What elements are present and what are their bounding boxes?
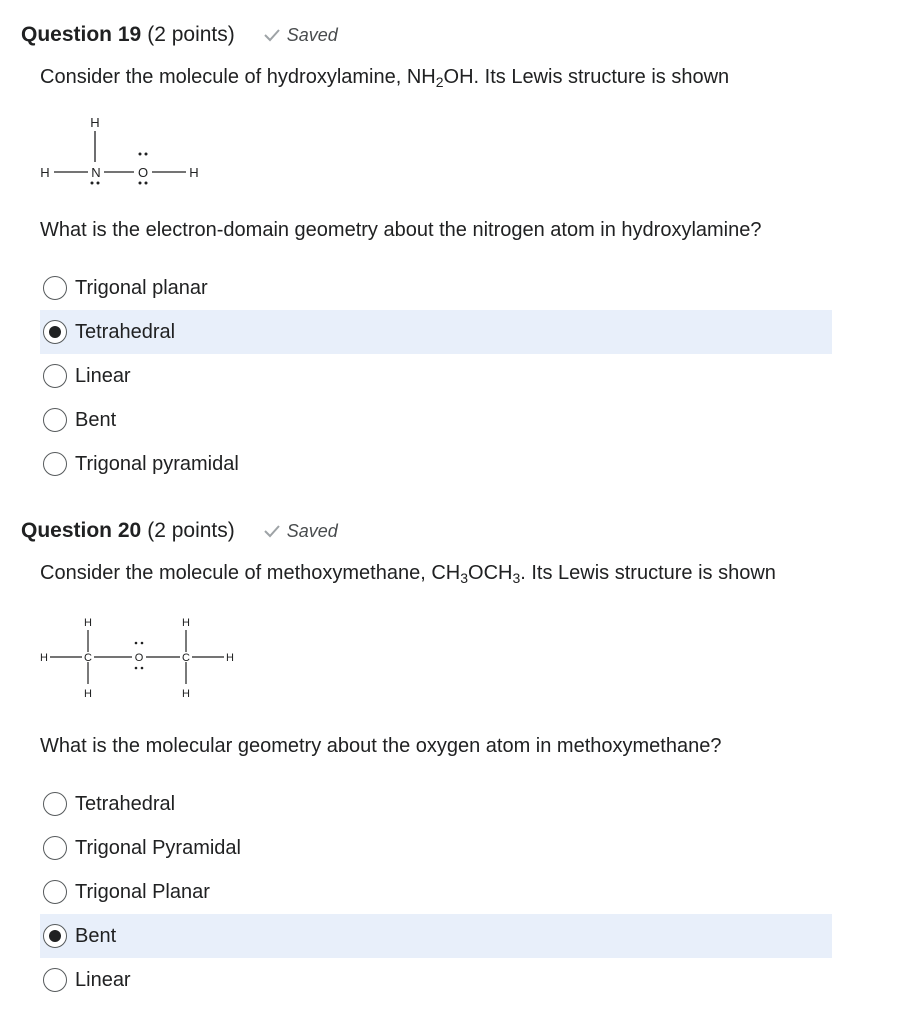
atom-label: O <box>134 652 144 664</box>
atom-label: N <box>91 165 101 180</box>
prompt-text: Consider the molecule of hydroxylamine, NH <box>40 66 436 88</box>
lone-pair-dot <box>145 153 148 156</box>
option-trigonal-pyramidal[interactable] <box>40 442 832 486</box>
radio-button[interactable] <box>43 320 67 344</box>
radio-button[interactable] <box>43 276 67 300</box>
lone-pair-dot <box>139 182 142 185</box>
option-label: Trigonal Planar <box>75 880 210 903</box>
question-header <box>21 516 338 546</box>
prompt-subscript: 3 <box>460 570 469 586</box>
lone-pair-dot <box>141 667 144 670</box>
saved-label: Saved <box>286 520 338 541</box>
option-label: Linear <box>75 364 131 387</box>
option-linear[interactable] <box>40 958 832 1002</box>
prompt-text-end: OH. Its Lewis structure is shown <box>443 66 730 88</box>
question-text: What is the electron-domain geometry about the nitrogen atom in hydroxylamine? <box>40 219 762 241</box>
lone-pair-dot <box>91 182 94 185</box>
option-tetrahedral[interactable] <box>40 782 832 826</box>
answer-options <box>40 266 832 486</box>
option-label: Tetrahedral <box>75 320 176 343</box>
lone-pair-dot <box>139 153 142 156</box>
checkmark-icon <box>263 28 281 42</box>
radio-button[interactable] <box>43 924 67 948</box>
prompt-text: Consider the molecule of methoxymethane, CH <box>40 562 461 584</box>
question-number: Question 20 <box>21 519 142 542</box>
lone-pair-dot <box>141 642 144 645</box>
radio-button[interactable] <box>43 452 67 476</box>
lone-pair-dot <box>135 667 138 670</box>
option-label: Tetrahedral <box>75 792 176 815</box>
option-bent[interactable] <box>40 398 832 442</box>
atom-label: H <box>40 652 48 664</box>
atom-label: H <box>90 115 100 130</box>
question-header <box>21 20 338 50</box>
lone-pair-dot <box>145 182 148 185</box>
atom-label: H <box>84 688 92 700</box>
option-trigonal-planar[interactable] <box>40 870 832 914</box>
lewis-structure-methoxymethane <box>32 612 252 712</box>
saved-status <box>263 25 338 46</box>
prompt-text-end: . Its Lewis structure is shown <box>520 562 776 584</box>
atom-label: H <box>40 165 50 180</box>
option-bent[interactable] <box>40 914 832 958</box>
radio-dot <box>49 930 61 942</box>
lewis-structure-hydroxylamine <box>30 108 220 198</box>
saved-status <box>263 521 338 542</box>
question-points: (2 points) <box>147 519 235 542</box>
question-points: (2 points) <box>147 23 235 46</box>
atom-label: H <box>189 165 199 180</box>
prompt-text-mid: OCH <box>468 562 513 584</box>
option-label: Trigonal Pyramidal <box>75 836 241 859</box>
radio-button[interactable] <box>43 968 67 992</box>
lone-pair-dot <box>135 642 138 645</box>
question-prompt <box>40 66 729 89</box>
atom-label: H <box>182 688 190 700</box>
question-text: What is the molecular geometry about the oxygen atom in methoxymethane? <box>40 735 722 757</box>
prompt-subscript: 2 <box>435 74 444 90</box>
atom-label: O <box>137 165 149 180</box>
option-linear[interactable] <box>40 354 832 398</box>
radio-button[interactable] <box>43 792 67 816</box>
atom-label: H <box>84 617 92 629</box>
radio-button[interactable] <box>43 880 67 904</box>
prompt-subscript: 3 <box>512 570 521 586</box>
option-label: Bent <box>75 408 117 431</box>
radio-button[interactable] <box>43 408 67 432</box>
option-trigonal-planar[interactable] <box>40 266 832 310</box>
question-number: Question 19 <box>21 23 142 46</box>
option-label: Trigonal planar <box>75 276 208 299</box>
option-label: Bent <box>75 924 117 947</box>
option-tetrahedral[interactable] <box>40 310 832 354</box>
radio-button[interactable] <box>43 364 67 388</box>
lone-pair-dot <box>97 182 100 185</box>
atom-label: C <box>182 652 190 664</box>
atom-label: C <box>84 652 92 664</box>
saved-label: Saved <box>286 24 338 45</box>
answer-options <box>40 782 832 1002</box>
option-label: Linear <box>75 968 131 991</box>
checkmark-icon <box>263 524 281 538</box>
atom-label: H <box>226 652 234 664</box>
radio-dot <box>49 326 61 338</box>
option-trigonal-pyramidal[interactable] <box>40 826 832 870</box>
atom-label: H <box>182 617 190 629</box>
radio-button[interactable] <box>43 836 67 860</box>
option-label: Trigonal pyramidal <box>75 452 239 475</box>
question-prompt <box>40 562 776 585</box>
